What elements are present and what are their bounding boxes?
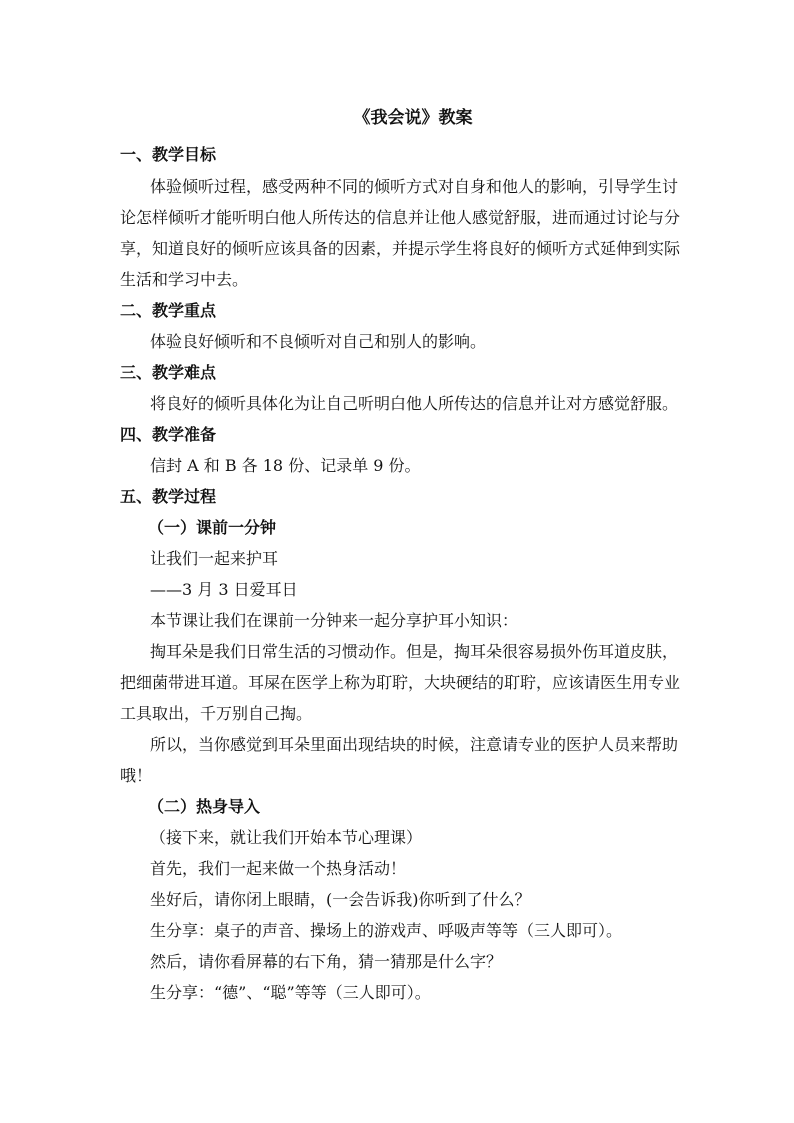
paragraph-line: 把细菌带进耳道。耳屎在医学上称为耵聍，大块硬结的耵聍，应该请医生用专业: [120, 673, 681, 692]
paragraph-line: 论怎样倾听才能听明白他人所传达的信息并让他人感觉舒服，进而通过讨论与分: [120, 208, 681, 227]
subsection-heading-warm-up: （二）热身导入: [148, 797, 261, 816]
paragraph-line: 工具取出，千万别自己掏。: [120, 704, 313, 723]
paragraph-line: （接下来，就让我们开始本节心理课）: [150, 828, 423, 847]
paragraph-line: 体验良好倾听和不良倾听对自己和别人的影响。: [150, 332, 487, 351]
section-heading-process: 五、教学过程: [120, 487, 217, 506]
paragraph-line: 体验倾听过程，感受两种不同的倾听方式对自身和他人的影响，引导学生讨: [150, 177, 679, 196]
paragraph-line: 本节课让我们在课前一分钟来一起分享护耳小知识：: [150, 611, 519, 630]
paragraph-line: 首先，我们一起来做一个热身活动！: [150, 859, 407, 878]
paragraph-line: 让我们一起来护耳: [150, 549, 279, 568]
paragraph-line: 生活和学习中去。: [120, 270, 249, 289]
paragraph-line: 生分享：“德”、“聪”等等（三人即可）。: [150, 983, 431, 1002]
paragraph-line: 坐好后，请你闭上眼睛，(一会告诉我)你听到了什么？: [150, 890, 531, 909]
paragraph-line: 哦！: [120, 766, 153, 785]
paragraph-line: 生分享：桌子的声音、操场上的游戏声、呼吸声等等（三人即可）。: [150, 921, 623, 940]
subsection-heading-one-minute: （一）课前一分钟: [148, 518, 277, 537]
page-title: 《我会说》教案: [353, 108, 473, 128]
paragraph-line: 享，知道良好的倾听应该具备的因素，并提示学生将良好的倾听方式延伸到实际: [120, 239, 681, 258]
paragraph-line: 掏耳朵是我们日常生活的习惯动作。但是，掏耳朵很容易损外伤耳道皮肤，: [150, 642, 679, 661]
paragraph-line: 然后，请你看屏幕的右下角，猜一猜那是什么字？: [150, 952, 503, 971]
paragraph-line: 所以，当你感觉到耳朵里面出现结块的时候，注意请专业的医护人员来帮助: [150, 735, 679, 754]
section-heading-objectives: 一、教学目标: [120, 145, 217, 164]
paragraph-line: ——3 月 3 日爱耳日: [150, 580, 298, 599]
section-heading-difficulties: 三、教学难点: [120, 363, 217, 382]
section-heading-preparation: 四、教学准备: [120, 425, 217, 444]
paragraph-line: 信封 A 和 B 各 18 份、记录单 9 份。: [150, 456, 421, 475]
paragraph-line: 将良好的倾听具体化为让自己听明白他人所传达的信息并让对方感觉舒服。: [150, 394, 679, 413]
section-heading-key-points: 二、教学重点: [120, 301, 217, 320]
